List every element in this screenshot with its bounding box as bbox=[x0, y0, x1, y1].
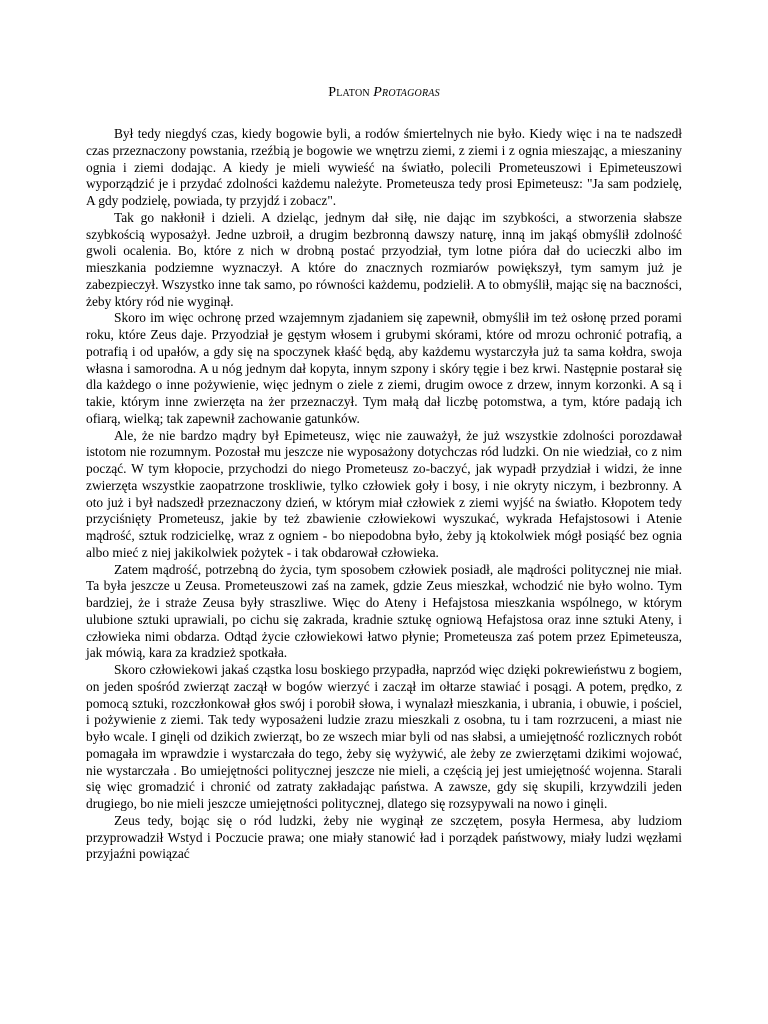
paragraph: Ale, że nie bardzo mądry był Epimeteusz, więc nie zauważył, że już wszystkie zdolności porozdawał istotom nie rozumnym. Pozostał mu jeszcze nie wyposażony dotychczas ród ludzki. On nie wiedział, co z nim począć. W tym kłopocie, przychodzi do niego Prometeusz zo-baczyć, jak wypadł przydział i widzi, że inne zwierzęta wszystkie zaopatrzone troskliwie, tylko człowiek goły i bosy, i nie okryty niczym, i bezbronny. A oto już i był nadszedł przeznaczony dzień, w którym miał człowiek z ziemi wyjść na światło. Kłopotem tedy przyciśnięty Prometeusz, jakie by też zbawienie człowiekowi wyszukać, wykrada Hefajstosowi i Atenie mądrość, sztuk rodzicielkę, wraz z ogniem - bo niepodobna było, żeby ją ktokolwiek mógł posiąść bez ognia albo mieć z niej jakikolwiek pożytek - i tak obdarował człowieka. bbox=[86, 427, 682, 560]
title-author: Platon bbox=[328, 85, 370, 100]
document-title bbox=[86, 84, 682, 102]
title-work: Protagoras bbox=[373, 85, 440, 100]
paragraph: Skoro człowiekowi jakaś cząstka losu boskiego przypadła, naprzód więc dzięki pokrewieństwu z bogiem, on jeden spośród zwierząt zaczął w bogów wierzyć i zaczął im ołtarze stawiać i posągi. A potem, prędko, z pomocą sztuki, rozczłonkował głos swój i porobił słowa, i wynalazł mieszkania, i ubrania, i obuwie, i pościel, i pożywienie z ziemi. Tak tedy wyposażeni ludzie zrazu mieszkali z osobna, tu i tam rozrzuceni, a miast nie było wcale. I ginęli od dzikich zwierząt, bo ze wszech miar byli od nas słabsi, a umiejętność rozlicznych robót pomagała im wprawdzie i wystarczała do tego, żeby się wyżywić, ale żeby ze zwierzętami dzikimi wojować, nie wystarczała . Bo umiejętności politycznej jeszcze nie mieli, a częścią jej jest umiejętność wojenna. Starali się więc gromadzić i chronić od zatraty zakładając państwa. A zawsze, gdy się skupili, krzywdzili jeden drugiego, bo nie mieli jeszcze umiejętności politycznej, dlatego się rozsypywali na nowo i ginęli. bbox=[86, 662, 682, 811]
paragraph: Tak go nakłonił i dzieli. A dzieląc, jednym dał siłę, nie dając im szybkości, a stworzenia słabsze szybkością wyposażył. Jedne uzbroił, a drugim bezbronną dawszy naturę, inną im jakąś obmyślił zdolność gwoli ocalenia. Bo, które z nich w drobną postać przyodział, tym lotne pióra dał do ucieczki albo im mieszkania podziemne wyznaczył. A które do znacznych rozmiarów powiększył, tym samym już je zabezpieczył. Wszystko inne tak samo, po równości każdemu, podzielił. A to obmyślił, mając się na baczności, żeby który ród nie wyginął. bbox=[86, 209, 682, 309]
paragraph: Zatem mądrość, potrzebną do życia, tym sposobem człowiek posiadł, ale mądrości politycznej nie miał. Ta była jeszcze u Zeusa. Prometeuszowi zaś na zamek, gdzie Zeus mieszkał, wchodzić nie było wolno. Tym bardziej, że i straże Zeusa były straszliwe. Więc do Ateny i Hefajstosa mieszkania wspólnego, w którym ulubione sztuki uprawiali, po cichu się zakrada, kradnie sztukę ogniową Hefajstosa oraz inne sztuki Ateny, i człowieka nimi obdarza. Odtąd życie człowiekowi łatwo płynie; Prometeusza zaś potem przez Epimeteusza, jak mówią, kara za kradzież spotkała. bbox=[86, 561, 682, 661]
paragraph: Był tedy niegdyś czas, kiedy bogowie byli, a rodów śmiertelnych nie było. Kiedy więc i na te nadszedł czas przeznaczony powstania, rzeźbią je bogowie we wnętrzu ziemi, z ziemi i z ognia mieszając, a mieszaniny ognia i ziemi dodając. A kiedy je mieli wywieść na światło, polecili Prometeuszowi i Epimeteuszowi wyporządzić je i przydać zdolności każdemu należyte. Prometeusza tedy prosi Epimeteusz: "Ja sam podzielę, A gdy podzielę, powiada, ty przyjdź i zobacz". bbox=[86, 126, 682, 208]
document-body bbox=[86, 126, 682, 863]
paragraph: Skoro im więc ochronę przed wzajemnym zjadaniem się zapewnił, obmyślił im też osłonę przed porami roku, które Zeus daje. Przyodział je gęstym włosem i grubymi skórami, które od mrozu ochronić potrafią, a potrafią i od upałów, a gdy się na spoczynek kłaść będą, aby każdemu wystarczyła już ta sama kołdra, swoja własna i samorodna. A u nóg jednym dał kopyta, innym szpony i skóry tęgie i bez krwi. Następnie postarał się dla każdego o inne pożywienie, więc jednym o ziele z ziemi, drugim owoce z drzew, innym korzonki. A są i takie, którym inne zwierzęta na żer przeznaczył. Tym małą dał liczbę potomstwa, a tym, które padają ich ofiarą, wielką; tak zapewnił zachowanie gatunków. bbox=[86, 310, 682, 426]
paragraph: Zeus tedy, bojąc się o ród ludzki, żeby nie wyginął ze szczętem, posyła Hermesa, aby ludziom przyprowadził Wstyd i Poczucie prawa; one miały stanowić ład i porządek państwowy, miały ludzi węzłami przyjaźni powiązać bbox=[86, 812, 682, 862]
